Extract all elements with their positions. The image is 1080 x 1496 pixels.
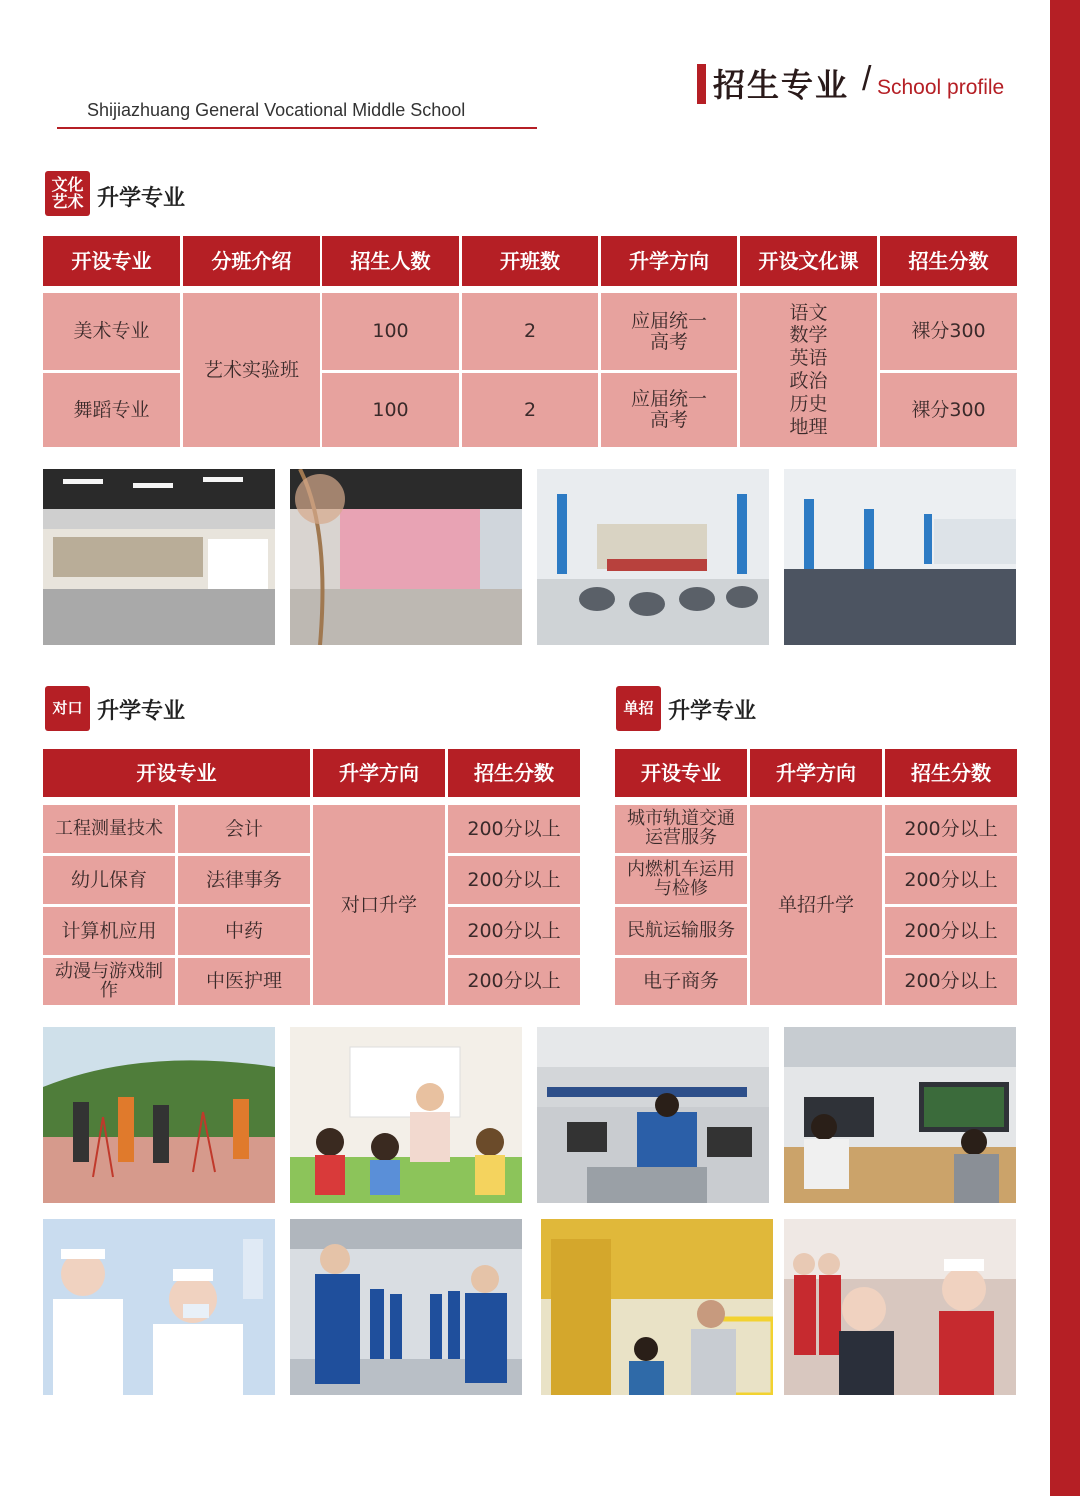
s3-major-2: 内燃机车运用与检修 (615, 856, 747, 904)
art-studio-photo (43, 469, 275, 645)
s3-score-3: 200分以上 (885, 907, 1017, 955)
page-title-cn: 招生专业 (713, 66, 850, 104)
section3-title: 升学专业 (668, 699, 757, 724)
surveying-photo (43, 1027, 275, 1203)
s3-score-2: 200分以上 (885, 856, 1017, 904)
danzhao-seal-icon: 单招 (616, 686, 661, 731)
school-name-en: Shijiazhuang General Vocational Middle School (87, 100, 466, 120)
locomotive-photo (541, 1219, 773, 1395)
s2-score-4: 200分以上 (448, 958, 580, 1005)
s1-header-culture: 开设文化课 (740, 236, 877, 286)
s2-major-2a: 幼儿保育 (43, 856, 175, 904)
s1-row1-score: 裸分300 (880, 293, 1017, 370)
stage-room-photo (537, 469, 769, 645)
s1-row1-major: 美术专业 (43, 293, 180, 370)
drawing-tablet-photo (784, 1027, 1016, 1203)
s3-major-3: 民航运输服务 (615, 907, 747, 955)
s1-row2-score: 裸分300 (880, 373, 1017, 447)
s2-direction: 对口升学 (313, 805, 445, 1005)
s1-row1-direction: 应届统一高考 (601, 293, 737, 370)
kindergarten-photo (290, 1027, 522, 1203)
s2-major-2b: 法律事务 (178, 856, 310, 904)
s3-major-1: 城市轨道交通运营服务 (615, 805, 747, 853)
section2-title: 升学专业 (97, 699, 186, 724)
dance-room-photo (784, 469, 1016, 645)
s2-major-4a: 动漫与游戏制作 (43, 958, 175, 1005)
title-accent-bar (697, 64, 706, 104)
s1-header-enrollment: 招生人数 (322, 236, 459, 286)
s3-header-score: 招生分数 (885, 749, 1017, 797)
s2-score-2: 200分以上 (448, 856, 580, 904)
s3-score-4: 200分以上 (885, 958, 1017, 1005)
s1-header-classes: 开班数 (462, 236, 598, 286)
s1-header-score: 招生分数 (880, 236, 1017, 286)
s2-major-1b: 会计 (178, 805, 310, 853)
pink-room-photo (290, 469, 522, 645)
s3-header-direction: 升学方向 (750, 749, 882, 797)
duikou-seal-icon: 对口 (45, 686, 90, 731)
s1-row2-classes: 2 (462, 373, 598, 447)
s2-score-1: 200分以上 (448, 805, 580, 853)
s1-header-class-intro: 分班介绍 (183, 236, 320, 286)
s1-row2-major: 舞蹈专业 (43, 373, 180, 447)
s2-major-3b: 中药 (178, 907, 310, 955)
s2-header-major: 开设专业 (43, 749, 310, 797)
right-accent-bar (1050, 0, 1080, 1496)
s2-major-1a: 工程测量技术 (43, 805, 175, 853)
s2-score-3: 200分以上 (448, 907, 580, 955)
s1-row1-count: 100 (322, 293, 459, 370)
subtitle-underline (57, 127, 537, 129)
nurse-photo (43, 1219, 275, 1395)
art-culture-seal-icon: 文化艺术 (45, 171, 90, 216)
s1-header-major: 开设专业 (43, 236, 180, 286)
s3-direction: 单招升学 (750, 805, 882, 1005)
computer-lab-photo (537, 1027, 769, 1203)
s3-score-1: 200分以上 (885, 805, 1017, 853)
s3-header-major: 开设专业 (615, 749, 747, 797)
s2-header-score: 招生分数 (448, 749, 580, 797)
page-title-en: School profile (877, 76, 1005, 99)
s2-header-direction: 升学方向 (313, 749, 445, 797)
rail-service-photo (290, 1219, 522, 1395)
s1-row2-direction: 应届统一高考 (601, 373, 737, 447)
s1-row1-classes: 2 (462, 293, 598, 370)
section1-title: 升学专业 (97, 186, 186, 211)
s1-culture-courses: 语文 数学 英语 政治 历史 地理 (740, 293, 877, 447)
s2-major-4b: 中医护理 (178, 958, 310, 1005)
s1-class-intro: 艺术实验班 (183, 293, 320, 447)
s3-major-4: 电子商务 (615, 958, 747, 1005)
flight-attendant-photo (784, 1219, 1016, 1395)
s1-row2-count: 100 (322, 373, 459, 447)
title-slash: / (862, 60, 872, 98)
s2-major-3a: 计算机应用 (43, 907, 175, 955)
s1-header-direction: 升学方向 (601, 236, 737, 286)
